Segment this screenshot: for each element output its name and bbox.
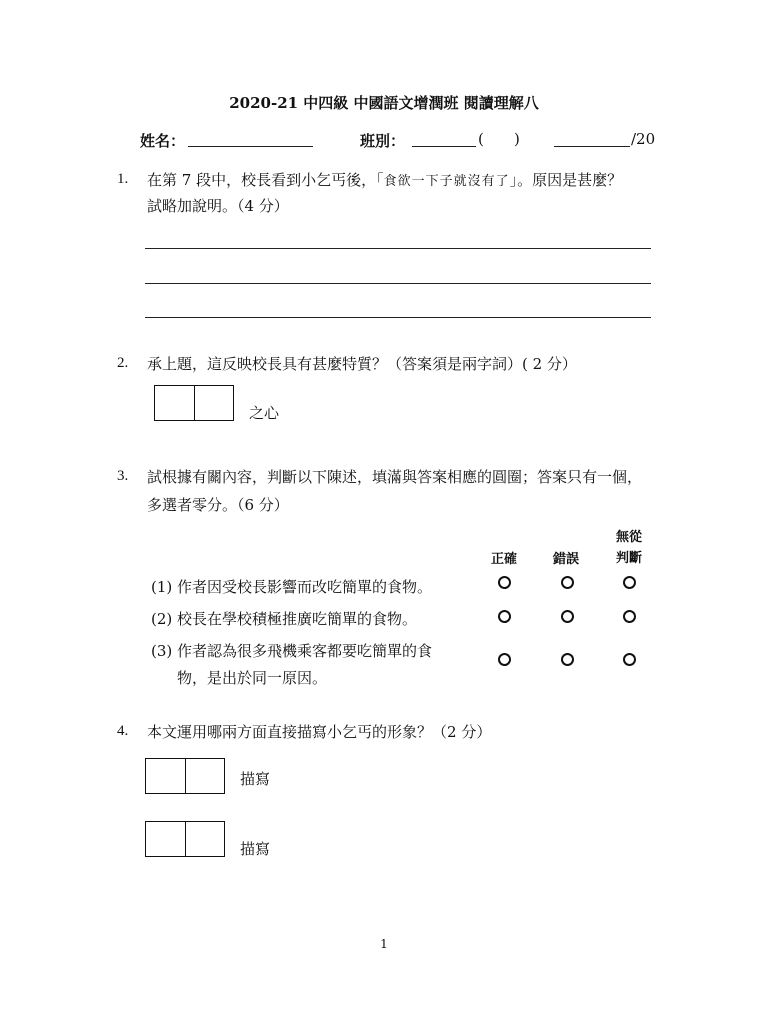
q3-statement-3-label: (3) [151,642,173,660]
score-total: /20 [631,130,656,148]
q3-s3-wrong-circle[interactable] [561,653,574,666]
q1-answer-line-1[interactable] [145,248,651,249]
q3-s3-correct-circle[interactable] [498,653,511,666]
q1-answer-line-3[interactable] [145,317,651,318]
q3-s2-cannot-judge-circle[interactable] [623,610,636,623]
worksheet-title: 2020-21 中四級 中國語文增潤班 閱讀理解八 [229,94,539,112]
q3-col-cannot-judge [604,527,654,569]
q2-number: 2. [117,355,129,371]
q1-number: 1. [117,171,129,187]
q3-text-line1: 試根據有關內容，判斷以下陳述，填滿與答案相應的圓圈；答案只有一個， [147,468,643,486]
q1-quote: 食欲一下子就沒有了 [383,174,510,189]
q3-statement-3-text-line2: 物，是出於同一原因。 [177,669,328,687]
q3-s2-wrong-circle[interactable] [561,610,574,623]
q1-text-after: 」。原因是甚麼？ [509,171,623,189]
q3-s1-cannot-judge-circle[interactable] [623,576,636,589]
q3-statement-2-label: (2) [151,610,173,628]
q1-text [147,169,622,190]
q3-col-cannot-judge-line1: 無從 [615,530,642,545]
name-blank-line[interactable] [188,146,313,147]
q4-answer-box-1-divider [185,759,186,793]
q4-suffix-2: 描寫 [240,840,271,858]
name-label: 姓名： [140,132,186,150]
score-blank-line[interactable] [554,146,630,147]
q3-number: 3. [117,468,129,484]
q3-s1-correct-circle[interactable] [498,576,511,589]
q3-s1-wrong-circle[interactable] [561,576,574,589]
q2-answer-box-divider [194,386,195,420]
class-number-paren-open: ( [478,130,484,148]
q3-s3-cannot-judge-circle[interactable] [623,653,636,666]
q2-text: 承上題，這反映校長具有甚麼特質？（答案須是兩字詞）( 2 分） [147,355,577,373]
q3-statement-2 [151,608,417,629]
q3-statement-1 [151,576,432,597]
page-number: 1 [380,937,388,951]
q4-answer-box-2[interactable] [145,821,225,857]
q1-answer-line-2[interactable] [145,283,651,284]
q4-answer-box-2-divider [185,822,186,856]
q2-suffix: 之心 [249,404,280,422]
q1-text-before: 在第 7 段中，校長看到小乞丐後，「 [147,171,384,189]
class-number-paren-close: ) [514,130,520,148]
q4-suffix-1: 描寫 [240,770,271,788]
q3-col-cannot-judge-line2: 判斷 [615,551,642,566]
q4-answer-box-1[interactable] [145,758,225,794]
q2-answer-box[interactable] [154,385,234,421]
q3-statement-3-text: 作者認為很多飛機乘客都要吃簡單的食 [177,642,433,660]
q4-text: 本文運用哪兩方面直接描寫小乞丐的形象？（2 分） [147,723,492,741]
q3-statement-1-text: 作者因受校長影響而改吃簡單的食物。 [177,578,433,596]
q4-number: 4. [117,723,129,739]
class-label: 班別： [360,132,406,150]
q3-text-line2: 多選者零分。（6 分） [147,496,289,514]
q3-statement-1-label: (1) [151,578,173,596]
q3-statement-3 [151,640,432,661]
class-blank-line[interactable] [412,146,476,147]
q3-s2-correct-circle[interactable] [498,610,511,623]
q3-statement-2-text: 校長在學校積極推廣吃簡單的食物。 [177,610,418,628]
q3-col-wrong: 錯誤 [552,552,579,567]
q3-col-correct: 正確 [490,552,517,567]
q1-text-line2: 試略加說明。（4 分） [147,197,289,215]
